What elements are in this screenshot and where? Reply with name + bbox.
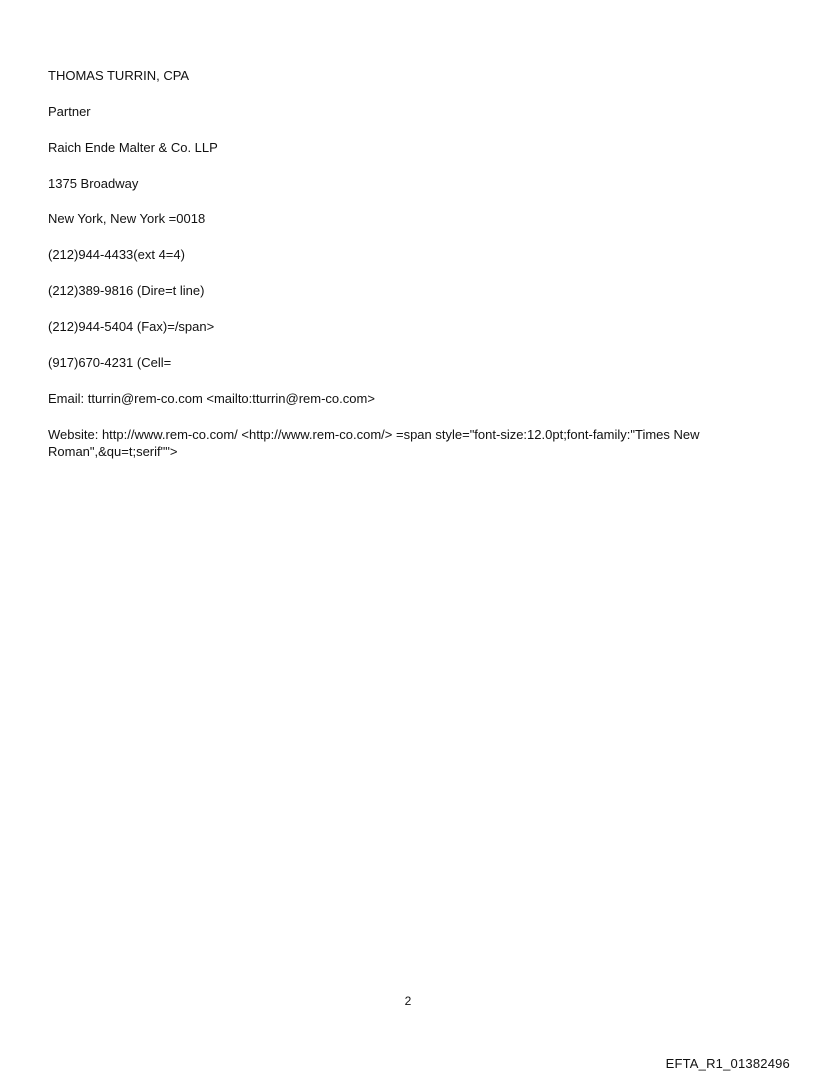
signature-website-line-2: Roman",&qu=t;serif""> (48, 444, 178, 459)
signature-email: Email: tturrin@rem-co.com <mailto:tturrin@rem-co.com> (48, 391, 375, 406)
signature-cell: (917)670-4231 (Cell= (48, 355, 172, 370)
signature-fax: (212)944-5404 (Fax)=/span> (48, 319, 215, 334)
signature-title: Partner (48, 104, 91, 119)
signature-firm: Raich Ende Malter & Co. LLP (48, 140, 218, 155)
signature-website (48, 426, 778, 460)
signature-phone-main: (212)944-4433(ext 4=4) (48, 247, 185, 262)
signature-website-line-1: Website: http://www.rem-co.com/ <http://www.rem-co.com/> =span style="font-size:12.0pt;font-family:"Times New (48, 427, 700, 442)
bates-number: EFTA_R1_01382496 (665, 1056, 790, 1071)
signature-street: 1375 Broadway (48, 176, 139, 191)
page-number: 2 (404, 994, 412, 1008)
signature-name: THOMAS TURRIN, CPA (48, 68, 190, 83)
signature-city: New York, New York =0018 (48, 211, 206, 226)
signature-phone-direct: (212)389-9816 (Dire=t line) (48, 283, 205, 298)
